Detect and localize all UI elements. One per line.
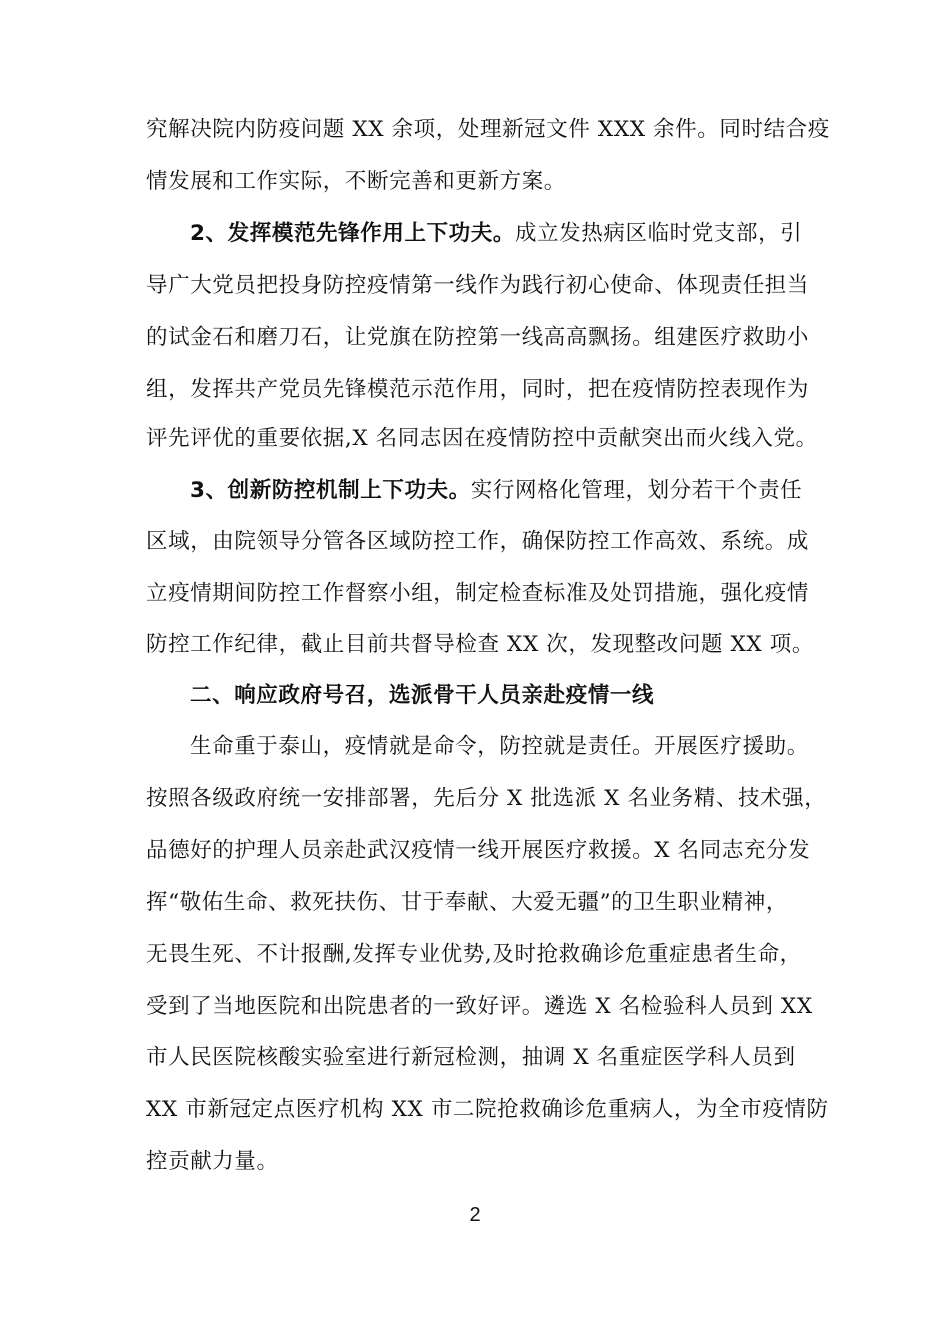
paragraph-4-line-5: 无畏生死、不计报酬,发挥专业优势,及时抢救确诊危重症患者生命， — [146, 942, 802, 967]
paragraph-2-line-5: 评先评优的重要依据,X 名同志因在疫情防控中贡献突出而火线入党。 — [146, 426, 818, 451]
paragraph-4-line-9: 控贡献力量。 — [146, 1149, 279, 1174]
paragraph-3-line-2: 区域，由院领导分管各区域防控工作，确保防控工作高效、系统。成 — [146, 529, 810, 554]
paragraph-3-lead: 3、创新防控机制上下功夫。 — [190, 478, 471, 503]
page-number: 2 — [469, 1204, 481, 1226]
paragraph-1-line-1: 究解决院内防疫问题 XX 余项，处理新冠文件 XXX 余件。同时结合疫 — [146, 117, 830, 142]
section-heading: 二、响应政府号召，选派骨干人员亲赴疫情一线 — [190, 683, 655, 708]
paragraph-3-first-rest: 实行网格化管理，划分若干个责任 — [470, 478, 803, 503]
paragraph-3-line-4: 防控工作纪律，截止目前共督导检查 XX 次，发现整改问题 XX 项。 — [146, 632, 814, 657]
paragraph-4-line-3: 品德好的护理人员亲赴武汉疫情一线开展医疗救援。X 名同志充分发 — [146, 838, 811, 863]
paragraph-2-line-4: 组，发挥共产党员先锋模范示范作用，同时，把在疫情防控表现作为 — [146, 377, 810, 402]
paragraph-4-line-8: XX 市新冠定点医疗机构 XX 市二院抢救确诊危重病人，为全市疫情防 — [146, 1097, 829, 1122]
paragraph-2-first-rest: 成立发热病区临时党支部，引 — [514, 221, 803, 246]
paragraph-4-line-4: 挥“敬佑生命、救死扶伤、甘于奉献、大爱无疆”的卫生职业精神， — [146, 890, 788, 915]
paragraph-2-lead: 2、发挥模范先锋作用上下功夫。 — [190, 221, 515, 246]
paragraph-2-line-2: 导广大党员把投身防控疫情第一线作为践行初心使命、体现责任担当 — [146, 273, 810, 298]
paragraph-3-line-3: 立疫情期间防控工作督察小组，制定检查标准及处罚措施，强化疫情 — [146, 581, 810, 606]
paragraph-4-line-2: 按照各级政府统一安排部署，先后分 X 批选派 X 名业务精、技术强， — [146, 786, 827, 811]
paragraph-4-line-7: 市人民医院核酸实验室进行新冠检测，抽调 X 名重症医学科人员到 — [146, 1045, 796, 1070]
paragraph-4-line-1: 生命重于泰山，疫情就是命令，防控就是责任。开展医疗援助。 — [190, 734, 809, 759]
paragraph-2-line-1 — [190, 219, 852, 249]
paragraph-3-line-1 — [190, 476, 852, 506]
paragraph-4-line-6: 受到了当地医院和出院患者的一致好评。遴选 X 名检验科人员到 XX — [146, 994, 813, 1019]
paragraph-2-line-3: 的试金石和磨刀石，让党旗在防控第一线高高飘扬。组建医疗救助小 — [146, 325, 810, 350]
paragraph-1-line-2: 情发展和工作实际，不断完善和更新方案。 — [146, 169, 566, 194]
